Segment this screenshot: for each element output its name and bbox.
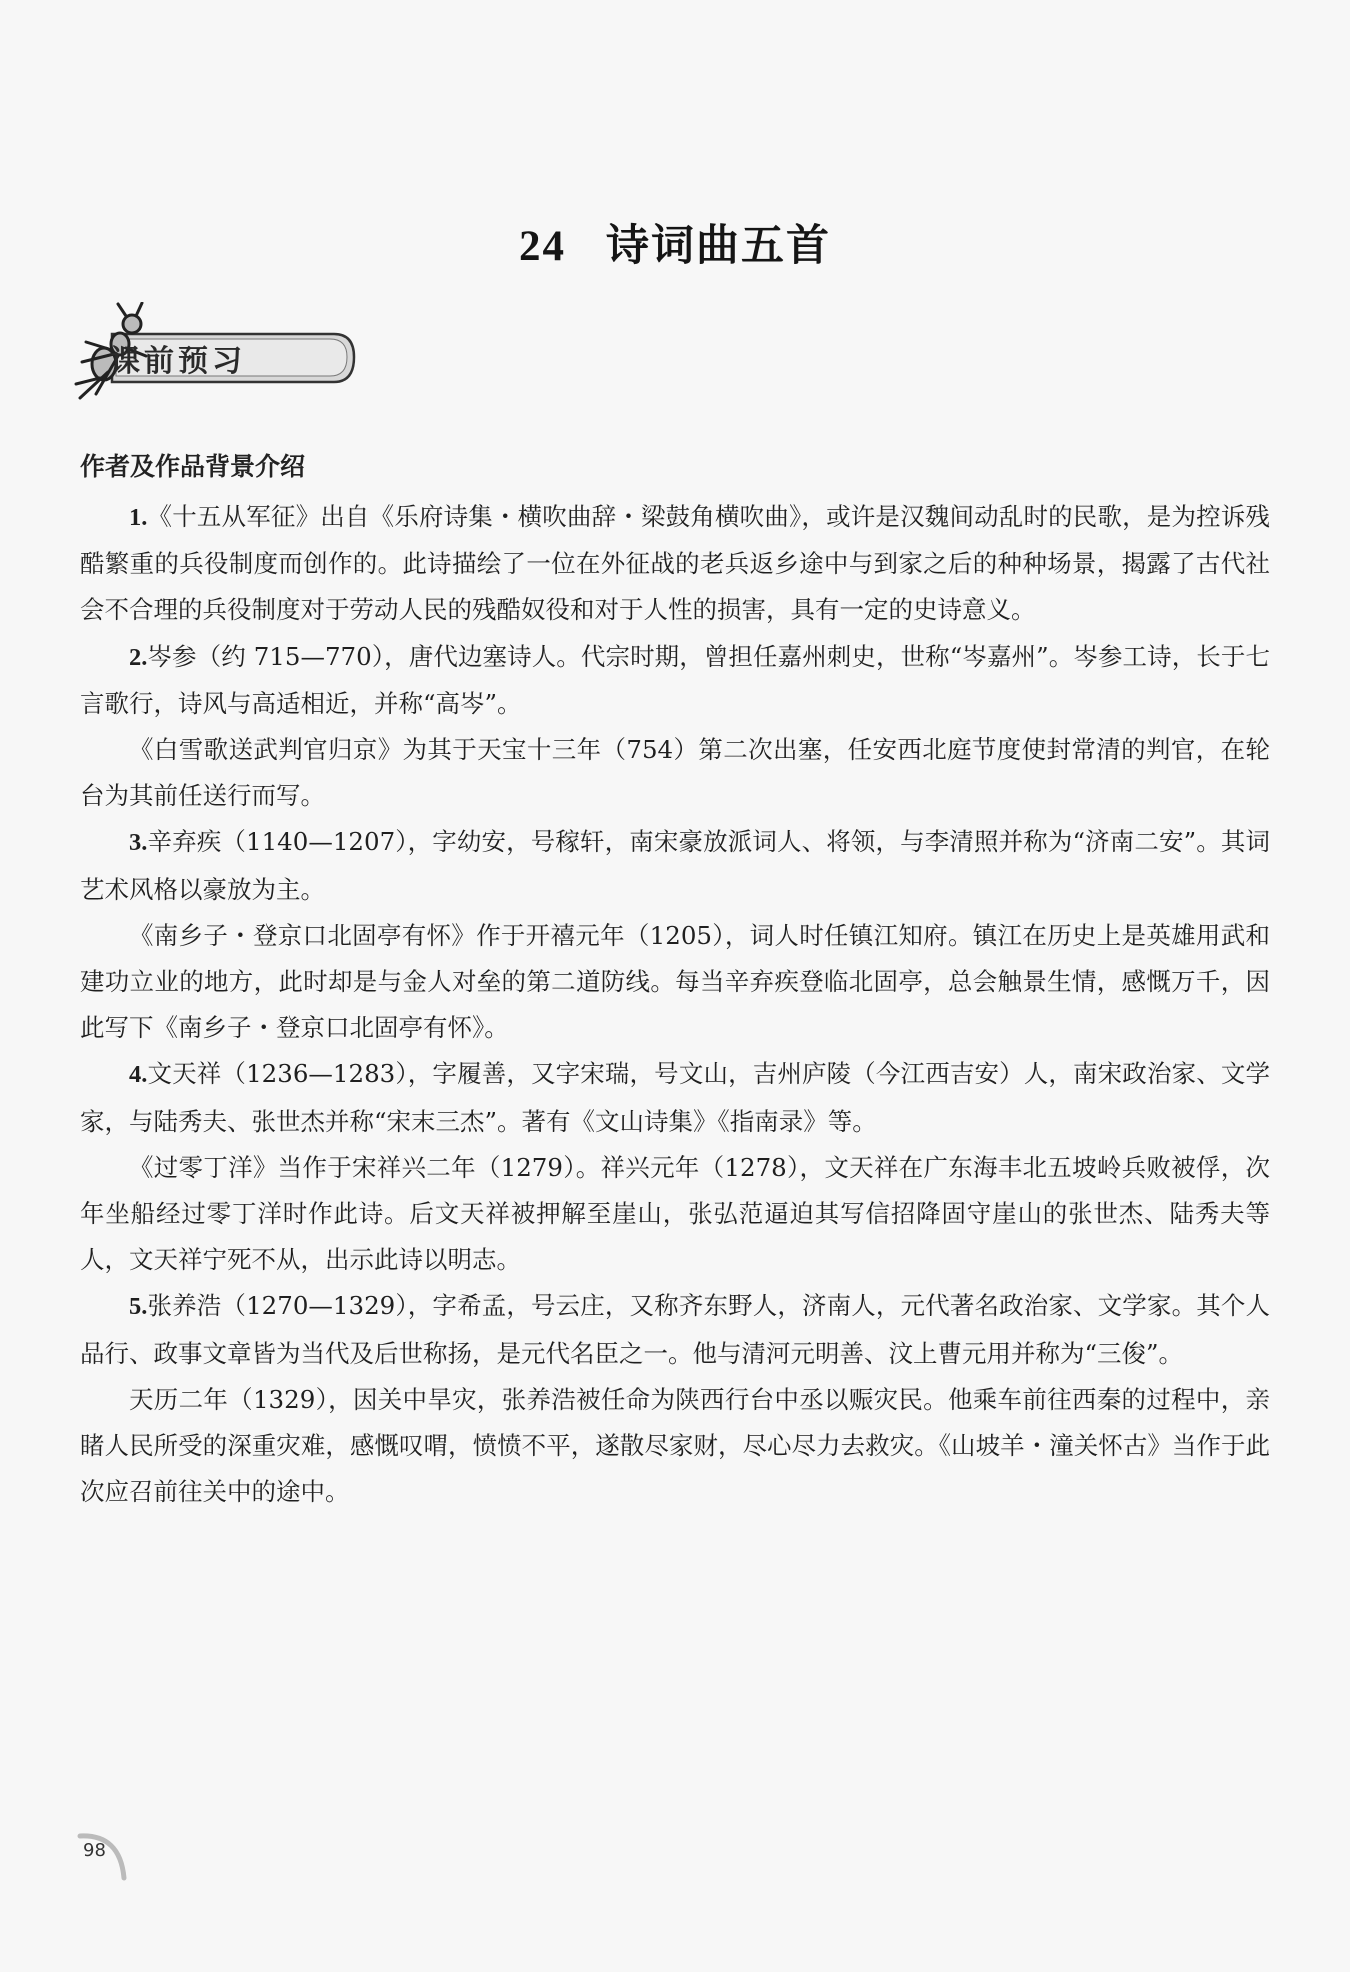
paragraph bbox=[80, 1145, 1270, 1284]
paragraph bbox=[80, 634, 1270, 727]
paragraph-text: 《白雪歌送武判官归京》为其于天宝十三年（754）第二次出塞，任安西北庭节度使封常清的判官，在轮台为其前任送行而写。 bbox=[80, 735, 1270, 811]
paragraph-text: 文天祥（1236—1283），字履善，又字宋瑞，号文山，吉州庐陵（今江西吉安）人，南宋政治家、文学家，与陆秀夫、张世杰并称“宋末三杰”。著有《文山诗集》《指南录》等。 bbox=[80, 1059, 1270, 1136]
paragraph bbox=[80, 913, 1270, 1052]
body-text bbox=[80, 494, 1270, 1515]
paragraph-text: 辛弃疾（1140—1207），字幼安，号稼轩，南宋豪放派词人、将领，与李清照并称为“济南二安”。其词艺术风格以豪放为主。 bbox=[80, 827, 1270, 904]
paragraph bbox=[80, 819, 1270, 912]
item-number: 5. bbox=[129, 1293, 148, 1321]
lesson-title: 诗词曲五首 bbox=[606, 221, 831, 271]
page-number: 98 bbox=[83, 1840, 106, 1861]
paragraph bbox=[80, 727, 1270, 819]
item-number: 2. bbox=[129, 643, 148, 671]
page-title bbox=[0, 212, 1350, 273]
lesson-number: 24 bbox=[519, 223, 566, 270]
paragraph-text: 岑参（约 715—770），唐代边塞诗人。代宗时期，曾担任嘉州刺史，世称“岑嘉州”。岑参工诗，长于七言歌行，诗风与高适相近，并称“高岑”。 bbox=[80, 641, 1270, 718]
paragraph bbox=[80, 1051, 1270, 1144]
item-number: 1. bbox=[129, 504, 148, 531]
paragraph bbox=[80, 1377, 1270, 1516]
section-heading: 作者及作品背景介绍 bbox=[80, 452, 306, 481]
paragraph-text: 《南乡子・登京口北固亭有怀》作于开禧元年（1205），词人时任镇江知府。镇江在历史上是英雄用武和建功立业的地方，此时却是与金人对垒的第二道防线。每当辛弃疾登临北固亭，总会触景生情，感慨万千，因此写下《南乡子・登京口北固亭有怀》。 bbox=[80, 920, 1270, 1043]
paragraph-text: 《十五从军征》出自《乐府诗集・横吹曲辞・梁鼓角横吹曲》，或许是汉魏间动乱时的民歌，是为控诉残酷繁重的兵役制度而创作的。此诗描绘了一位在外征战的老兵返乡途中与到家之后的种种场景，揭露了古代社会不合理的兵役制度对于劳动人民的残酷奴役和对于人性的损害，具有一定的史诗意义。 bbox=[80, 502, 1270, 625]
paragraph bbox=[80, 494, 1270, 634]
paragraph bbox=[80, 1283, 1270, 1376]
item-number: 3. bbox=[129, 829, 148, 857]
preview-label: 课前预习 bbox=[110, 344, 246, 379]
item-number: 4. bbox=[129, 1061, 148, 1089]
paragraph-text: 张养浩（1270—1329），字希孟，号云庄，又称齐东野人，济南人，元代著名政治家、文学家。其个人品行、政事文章皆为当代及后世称扬，是元代名臣之一。他与清河元明善、汶上曹元用并称为“三俊”。 bbox=[80, 1291, 1270, 1368]
paragraph-text: 天历二年（1329），因关中旱灾，张养浩被任命为陕西行台中丞以赈灾民。他乘车前往西秦的过程中，亲睹人民所受的深重灾难，感慨叹喟，愤愤不平，遂散尽家财，尽心尽力去救灾。《山坡羊・潼关怀古》当作于此次应召前往关中的途中。 bbox=[80, 1384, 1270, 1507]
paragraph-text: 《过零丁洋》当作于宋祥兴二年（1279）。祥兴元年（1278），文天祥在广东海丰北五坡岭兵败被俘，次年坐船经过零丁洋时作此诗。后文天祥被押解至崖山，张弘范逼迫其写信招降固守崖山的张世杰、陆秀夫等人，文天祥宁死不从，出示此诗以明志。 bbox=[80, 1152, 1270, 1275]
